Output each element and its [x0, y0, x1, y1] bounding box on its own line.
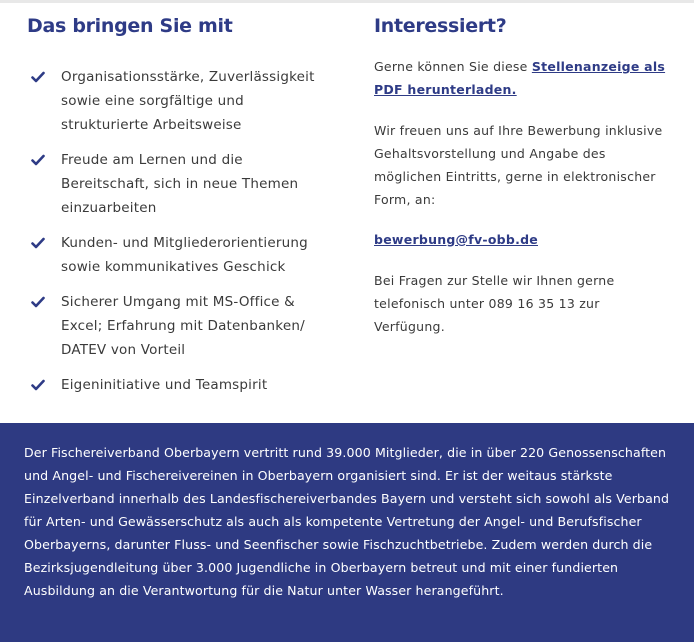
application-paragraph: Wir freuen uns auf Ihre Bewerbung inklusive Gehaltsvorstellung und Angabe des möglichen Eintritts, gerne in elektronischer Form, an:: [374, 123, 663, 207]
email-link[interactable]: bewerbung@fv-obb.de: [374, 232, 538, 247]
list-item: [27, 373, 327, 397]
pdf-download-link[interactable]: Stellenanzeige als PDF herunterladen.: [374, 59, 666, 97]
phone-paragraph: Bei Fragen zur Stelle wir Ihnen gerne telefonisch unter 089 16 35 13 zur Verfügung.: [374, 273, 615, 334]
email-paragraph: [374, 228, 674, 251]
top-divider: [0, 0, 694, 3]
list-item-text: Eigeninitiative und Teamspirit: [61, 377, 268, 393]
list-item-text: Organisationsstärke, Zuverlässigkeit sowie eine sorgfältige und strukturierte Arbeitsweise: [61, 69, 315, 133]
check-icon: [31, 154, 45, 166]
check-icon: [31, 71, 45, 83]
requirements-heading: Das bringen Sie mit: [27, 15, 233, 37]
pdf-paragraph-text: Gerne können Sie diese: [374, 59, 532, 74]
list-item: [27, 148, 327, 220]
check-icon: [31, 237, 45, 249]
list-item-text: Freude am Lernen und die Bereitschaft, sich in neue Themen einzuarbeiten: [61, 152, 299, 216]
list-item-text: Sicherer Umgang mit MS-Office & Excel; Erfahrung mit Datenbanken/ DATEV von Vorteil: [61, 294, 305, 358]
association-footer: [0, 423, 694, 642]
contact-heading: Interessiert?: [374, 15, 507, 37]
footer-text: Der Fischereiverband Oberbayern vertritt rund 39.000 Mitglieder, die in über 220 Genossenschaften und Angel- und Fischereivereinen in Oberbayern organisiert sind. Er ist der weitaus stärkste Einzelverband innerhalb des Landesfischereiverbandes Bayern und versteht sich sowohl als Verband für Arten- und Gewässerschutz als auch als kompetente Vertretung der Angel- und Berufsfischer Oberbayerns, darunter Fluss- und Seenfischer sowie Fischzuchtbetriebe. Zudem werden durch die Bezirksjugendleitung über 3.000 Jugendliche in Oberbayern betreut und mit einer fundierten Ausbildung an die Verantwortung für die Natur unter Wasser herangeführt.: [24, 445, 670, 598]
list-item: [27, 65, 327, 137]
list-item-text: Kunden- und Mitgliederorientierung sowie kommunikatives Geschick: [61, 235, 308, 275]
pdf-paragraph: [374, 55, 674, 101]
requirements-list: [27, 65, 327, 408]
list-item: [27, 290, 327, 362]
check-icon: [31, 379, 45, 391]
list-item: [27, 231, 327, 279]
check-icon: [31, 296, 45, 308]
